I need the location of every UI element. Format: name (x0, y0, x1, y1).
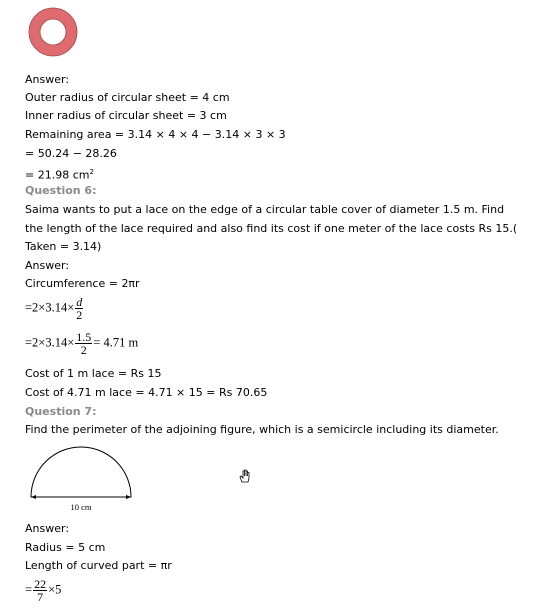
question-6-text-line: the length of the lace required and also find its cost if one meter of the lace costs Rs 15.( (25, 222, 518, 235)
equation-2: =2×3.14× $\frac{1.5}{2}$ = 4.71 m (25, 330, 139, 357)
equation-1: =2×3.14× $\frac{d}{2}$ (25, 295, 83, 322)
inner-radius-text: Inner radius of circular sheet = 3 cm (25, 109, 227, 122)
hand-cursor-icon (237, 468, 253, 484)
question-7-text: Find the perimeter of the adjoining figure, which is a semicircle including its diameter. (25, 423, 499, 436)
semicircle-figure (25, 445, 137, 515)
answer-label: Answer: (25, 259, 70, 272)
remaining-area-text: Remaining area = 3.14 × 4 × 4 − 3.14 × 3 × 3 (25, 128, 286, 141)
curved-length-text: Length of curved part = πr (25, 559, 172, 572)
radius-text: Radius = 5 cm (25, 541, 106, 554)
ring-figure (27, 6, 79, 58)
question-7-heading: Question 7: (25, 405, 97, 418)
equation-3: = $\frac{22}{7}$ ×5 (25, 577, 62, 604)
outer-radius-text: Outer radius of circular sheet = 4 cm (25, 91, 230, 104)
result-text: = 21.98 $cm^2$ (25, 168, 94, 182)
step-text: = 50.24 − 28.26 (25, 147, 117, 160)
question-6-heading: Question 6: (25, 184, 97, 197)
semicircle-arc (31, 447, 131, 497)
question-6-text-line: Saima wants to put a lace on the edge of a circular table cover of diameter 1.5 m. Find (25, 203, 505, 216)
answer-label: Answer: (25, 73, 70, 86)
answer-label: Answer: (25, 522, 70, 535)
cost-text: Cost of 4.71 m lace = 4.71 × 15 = Rs 70.65 (25, 386, 268, 399)
diameter-label: 10 cm (70, 502, 92, 512)
cost-text: Cost of 1 m lace = Rs 15 (25, 367, 162, 380)
circumference-text: Circumference = 2πr (25, 277, 140, 290)
question-6-text-line: Taken = 3.14) (25, 240, 102, 253)
